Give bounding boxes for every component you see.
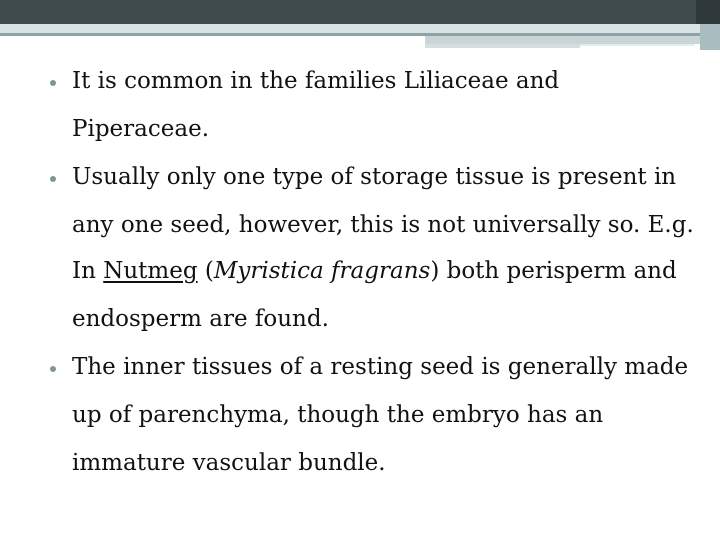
bullet-dot <box>50 366 56 372</box>
bullet-text-line <box>72 210 694 240</box>
text-run: any one seed, however, this is not universally so. E.g. <box>72 212 694 238</box>
text-run: Piperaceae. <box>72 116 210 142</box>
species-name-italic: Myristica fragrans <box>213 258 431 284</box>
text-run: endosperm are found. <box>72 306 329 332</box>
text-run: The inner tissues of a resting seed is generally made <box>72 354 689 380</box>
bullet-text-line <box>72 162 676 192</box>
text-run: immature vascular bundle. <box>72 450 386 476</box>
nutmeg-underlined-term: Nutmeg <box>103 258 198 284</box>
bullet-text-line <box>72 66 559 96</box>
bullet-text-line <box>72 114 209 144</box>
text-run: up of parenchyma, though the embryo has an <box>72 402 604 428</box>
bullet-text-line <box>72 304 329 334</box>
bullet-dot <box>50 80 56 86</box>
text-run: It is common in the families Liliaceae and <box>72 68 560 94</box>
bullet-text-line <box>72 256 677 286</box>
text-run: In <box>72 258 104 284</box>
text-run: ) both perisperm and <box>430 258 677 284</box>
bullet-text-line <box>72 352 688 382</box>
bullet-text-line <box>72 448 386 478</box>
text-run: ( <box>197 258 214 284</box>
text-run: Usually only one type of storage tissue is present in <box>72 164 677 190</box>
bullet-dot <box>50 176 56 182</box>
bullet-text-line <box>72 400 603 430</box>
